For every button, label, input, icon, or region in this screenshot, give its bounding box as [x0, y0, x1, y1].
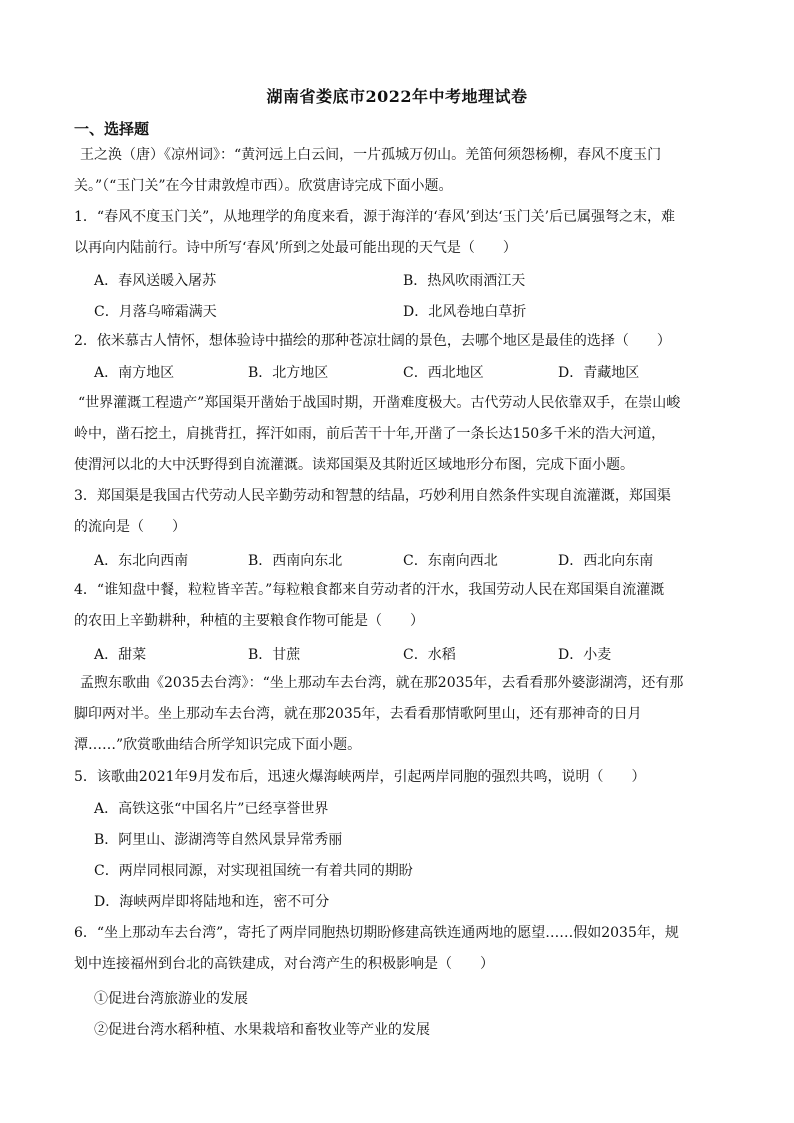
question-1: [74, 202, 724, 264]
question-line: 5．该歌曲2021年9月发布后，迅速火爆海峡两岸，引起两岸同胞的强烈共鸣，说明（ ）: [74, 769, 646, 785]
option-b[interactable]: B．甘蔗: [248, 647, 301, 663]
option-a[interactable]: A．甜菜: [94, 647, 147, 663]
question-3: [74, 481, 724, 543]
option-c[interactable]: C．两岸同根同源，对实现祖国统一有着共同的期盼: [94, 863, 413, 879]
question-line: 的农田上辛勤耕种，种植的主要粮食作物可能是（ ）: [74, 613, 424, 629]
passage-3: [74, 668, 724, 761]
question-4: [74, 575, 724, 637]
option-d[interactable]: D．青藏地区: [558, 365, 640, 381]
question-6: [74, 918, 724, 980]
passage-line: 王之涣（唐）《凉州词》：“黄河远上白云间，一片孤城万仞山。羌笛何须怨杨柳，春风不度玉门: [80, 147, 662, 163]
passage-2: [74, 388, 724, 481]
question-line: 1．“春风不度玉门关”，从地理学的角度来看，源于海洋的‘春风’到达‘玉门关’后已属强弩之末，难: [74, 209, 676, 225]
question-line: 2．依米慕古人情怀，想体验诗中描绘的那种苍凉壮阔的景色，去哪个地区是最佳的选择（ ）: [74, 333, 671, 349]
page-title: 湖南省娄底市2022年中考地理试卷: [266, 87, 528, 106]
option-a[interactable]: A．春风送暖入屠苏: [94, 273, 217, 289]
statement-1: ①促进台湾旅游业的发展: [94, 991, 248, 1007]
option-a[interactable]: A．东北向西南: [94, 553, 189, 569]
question-line: 3．郑国渠是我国古代劳动人民辛勤劳动和智慧的结晶，巧妙利用自然条件实现自流灌溉，郑国渠: [74, 488, 671, 504]
passage-line: 孟煦东歌曲《2035去台湾》：“坐上那动车去台湾，就在那2035年，去看看那外婆澎湖湾，还有那: [80, 675, 684, 691]
option-d[interactable]: D．小麦: [558, 647, 612, 663]
option-b[interactable]: B．阿里山、澎湖湾等自然风景异常秀丽: [94, 832, 343, 848]
option-d[interactable]: D．西北向东南: [558, 553, 654, 569]
option-c[interactable]: C．东南向西北: [403, 553, 498, 569]
question-line: 4．“谁知盘中餐，粒粒皆辛苦。”每粒粮食都来自劳动者的汗水，我国劳动人民在郑国渠自流灌溉: [74, 582, 665, 598]
option-d[interactable]: D．北风卷地白草折: [403, 304, 527, 320]
passage-line: 关。”（“玉门关”在今甘肃敦煌市西）。欣赏唐诗完成下面小题。: [74, 178, 453, 194]
option-a[interactable]: A．高铁这张“中国名片”已经享誉世界: [94, 801, 329, 817]
passage-line: 潭……”欣赏歌曲结合所学知识完成下面小题。: [74, 737, 362, 753]
option-b[interactable]: B．北方地区: [248, 365, 329, 381]
option-c[interactable]: C．水稻: [403, 647, 456, 663]
option-a[interactable]: A．南方地区: [94, 365, 175, 381]
option-d[interactable]: D．海峡两岸即将陆地和连，密不可分: [94, 894, 330, 910]
section-heading: 一、选择题: [74, 120, 150, 138]
passage-line: “世界灌溉工程遗产”郑国渠开凿始于战国时期，开凿难度极大。古代劳动人民依靠双手，在崇山峻: [78, 395, 681, 411]
passage-line: 使渭河以北的大中沃野得到自流灌溉。读郑国渠及其附近区域地形分布图，完成下面小题。: [74, 457, 634, 473]
passage-line: 岭中，凿石挖土，肩挑背扛，挥汗如雨，前后苦干十年,开凿了一条长达150多千米的浩大河道，: [74, 426, 666, 442]
option-c[interactable]: C．西北地区: [403, 365, 484, 381]
question-5: [74, 762, 724, 793]
option-c[interactable]: C．月落乌啼霜满天: [94, 304, 217, 320]
option-b[interactable]: B．热风吹雨酒江天: [403, 273, 526, 289]
passage-1: [74, 140, 724, 202]
statement-2: ②促进台湾水稻种植、水果栽培和畜牧业等产业的发展: [94, 1022, 430, 1038]
question-line: 6．“坐上那动车去台湾”，寄托了两岸同胞热切期盼修建高铁连通两地的愿望……假如2035年，规: [74, 925, 679, 941]
question-line: 划中连接福州到台北的高铁建成，对台湾产生的积极影响是（ ）: [74, 956, 494, 972]
question-2: [74, 326, 724, 357]
question-line: 的流向是（ ）: [74, 519, 186, 535]
question-line: 以再向内陆前行。诗中所写‘春风’所到之处最可能出现的天气是（ ）: [74, 240, 517, 256]
option-b[interactable]: B．西南向东北: [248, 553, 343, 569]
passage-line: 脚印两对半。坐上那动车去台湾，就在那2035年，去看看那情歌阿里山，还有那神奇的日月: [74, 706, 642, 722]
